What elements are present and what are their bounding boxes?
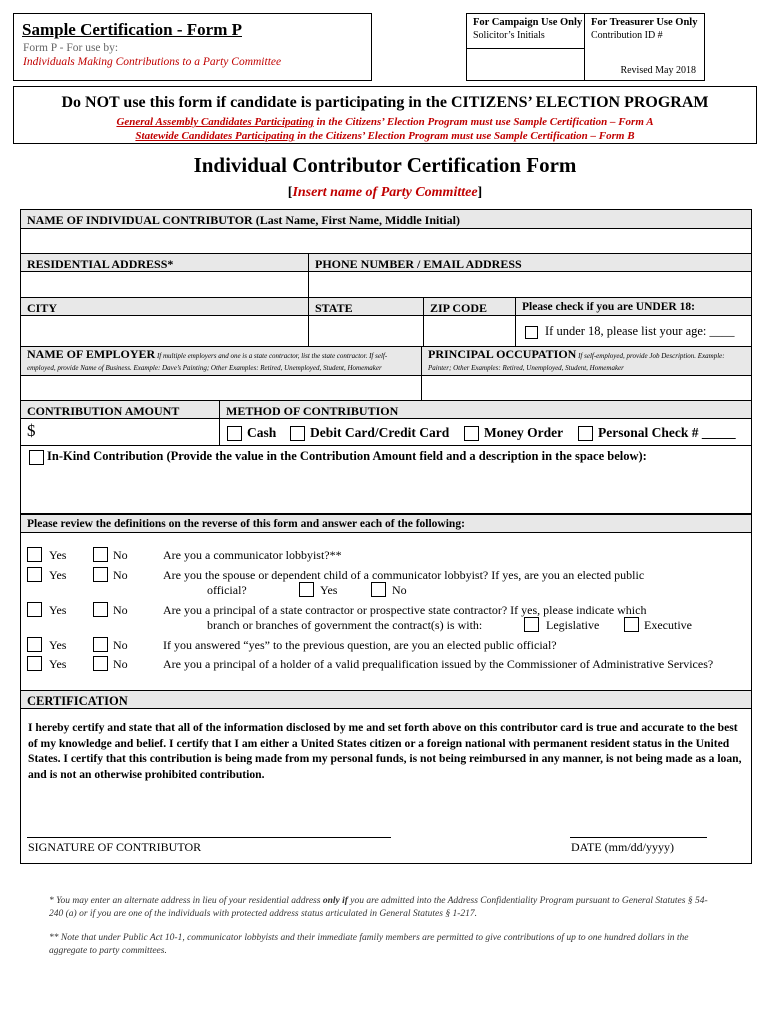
legislative-checkbox[interactable] [524,617,539,632]
employer-header: NAME OF EMPLOYER If multiple employers and one is a state contractor, list the state contractor. If self-employed, provide Name of Business. Example: Dave’s Painting; Other Examples: Retired, Unemployed, Student, Homemaker [20,346,422,376]
notice-box [13,86,757,144]
q3-no-label: No [113,603,128,617]
form-title-label: Sample Certification - Form P [22,20,242,39]
q1-yes-label: Yes [49,548,67,562]
money-order-label: Money Order [484,425,564,440]
q5-yes-checkbox[interactable] [27,656,42,671]
q3-yes-label: Yes [49,603,67,617]
date-line[interactable] [570,837,707,838]
footnote-lobbyist: ** Note that under Public Act 10-1, communicator lobbyists and their immediate family members are permitted to give contributions of up to one hundred dollars in the aggregate to party committees. [49,933,689,956]
notice-line-form-a: General Assembly Candidates Participating in the Citizens’ Election Program must use Sample Certification – Form A [116,116,654,128]
campaign-use-extend [466,48,585,81]
personal-check-label: Personal Check # _____ [598,425,736,440]
q4-text: If you answered “yes” to the previous question, are you an elected public official? [163,638,557,652]
money-order-checkbox[interactable] [464,426,479,441]
q4-yes-checkbox[interactable] [27,637,42,652]
q1-yes-checkbox[interactable] [27,547,42,562]
q2-no-label: No [113,568,128,582]
personal-check-checkbox[interactable] [578,426,593,441]
occupation-field[interactable] [421,375,752,401]
amount-label: CONTRIBUTION AMOUNT [20,400,220,419]
footnote-address: * You may enter an alternate address in lieu of your residential address only if you are admitted into the Address Confidentiality Program pursuant to General Statutes § 54-240 (a) or if you are one of the individuals with protected address status articulated in General Statutes § 1-217. [49,896,708,919]
under18-age-text: If under 18, please list your age: ____ [545,324,735,338]
revised-date: Revised May 2018 [620,65,696,76]
campaign-use-label: For Campaign Use Only [473,17,583,28]
treasurer-use-label: For Treasurer Use Only [591,17,698,28]
q4-yes-label: Yes [49,638,67,652]
q4-no-label: No [113,638,128,652]
state-field[interactable] [308,315,424,347]
occupation-header: PRINCIPAL OCCUPATION If self-employed, provide Job Description. Example: Painter; Other Examples: Retired, Unemployed, Student, Homemaker [421,346,752,376]
cash-label: Cash [247,425,277,440]
phone-email-field[interactable] [308,271,752,298]
inkind-box[interactable] [20,445,752,514]
state-label: STATE [308,297,424,316]
legislative-label: Legislative [546,618,600,632]
q2-official-text: official? [207,583,247,597]
name-label: NAME OF INDIVIDUAL CONTRIBUTOR (Last Name, First Name, Middle Initial) [20,209,752,229]
q4-no-checkbox[interactable] [93,637,108,652]
date-label: DATE (mm/dd/yyyy) [571,840,674,854]
city-field[interactable] [20,315,309,347]
cep-warning: Do NOT use this form if candidate is participating in the CITIZENS’ ELECTION PROGRAM [61,94,709,111]
card-checkbox[interactable] [290,426,305,441]
form-header-box [13,13,372,81]
q1-no-checkbox[interactable] [93,547,108,562]
employer-field[interactable] [20,375,422,401]
q2-official-yes-checkbox[interactable] [299,582,314,597]
zip-label: ZIP CODE [423,297,516,316]
certification-box [20,708,752,864]
signature-line[interactable] [27,837,391,838]
card-label: Debit Card/Credit Card [310,425,450,440]
page-title: Individual Contributor Certification Form [193,153,577,177]
q3-branch-text: branch or branches of government the contract(s) is with: [207,618,483,632]
q2-text: Are you the spouse or dependent child of a communicator lobbyist? If yes, are you an elected public [163,568,645,582]
treasurer-use-box [584,13,705,81]
q3-no-checkbox[interactable] [93,602,108,617]
q2-yes-label: Yes [49,568,67,582]
city-label: CITY [20,297,309,316]
signature-label: SIGNATURE OF CONTRIBUTOR [28,840,202,854]
address-label: RESIDENTIAL ADDRESS* [20,253,309,272]
q5-no-label: No [113,657,128,671]
inkind-checkbox[interactable] [29,450,44,465]
address-field[interactable] [20,271,309,298]
contribution-id-label: Contribution ID # [591,30,663,41]
zip-field[interactable] [423,315,516,347]
contributor-name-field[interactable] [20,228,752,254]
executive-checkbox[interactable] [624,617,639,632]
phone-label: PHONE NUMBER / EMAIL ADDRESS [308,253,752,272]
method-field [219,418,752,446]
executive-label: Executive [644,618,692,632]
q5-yes-label: Yes [49,657,67,671]
q1-no-label: No [113,548,128,562]
dollar-sign: $ [27,421,36,440]
q2-yes-checkbox[interactable] [27,567,42,582]
q2-no-checkbox[interactable] [93,567,108,582]
committee-name-placeholder: [Insert name of Party Committee] [287,185,483,200]
q2-official-no-label: No [392,583,407,597]
form-subtitle: Form P - For use by: [23,42,119,54]
under18-checkbox[interactable] [525,326,538,339]
q2-official-no-checkbox[interactable] [371,582,386,597]
under18-cell [515,315,752,347]
q3-text: Are you a principal of a state contractor or prospective state contractor? If yes, please indicate which [163,603,647,617]
q5-text: Are you a principal of a holder of a valid prequalification issued by the Commissioner of Administrative Services? [163,657,714,671]
campaign-use-box [466,13,585,49]
solicitor-initials-label: Solicitor’s Initials [473,30,545,41]
method-label: METHOD OF CONTRIBUTION [219,400,752,419]
amount-field[interactable] [20,418,220,446]
inkind-label: In-Kind Contribution (Provide the value in the Contribution Amount field and a description in the space below): [47,449,647,463]
notice-line-form-b: Statewide Candidates Participating in the Citizens’ Election Program must use Sample Certification – Form B [135,130,635,142]
form-subtitle-usage: Individuals Making Contributions to a Party Committee [23,56,282,68]
certification-header: CERTIFICATION [20,690,752,709]
under18-label: Please check if you are UNDER 18: [515,297,752,316]
q3-yes-checkbox[interactable] [27,602,42,617]
q2-official-yes-label: Yes [320,583,338,597]
certification-text: I hereby certify and state that all of the information disclosed by me and set forth above on this contributor card is true and accurate to the best of my knowledge and belief. I certify that I am either a United States citizen or a foreign national with permanent resident status in the United States. I certify that this contribution is being made from my personal funds, is not being reimbursed in any manner, is not being made as a loan, and is not an otherwise prohibited contribution. [28,721,742,781]
cash-checkbox[interactable] [227,426,242,441]
q1-text: Are you a communicator lobbyist?** [163,548,342,562]
q5-no-checkbox[interactable] [93,656,108,671]
questions-header: Please review the definitions on the reverse of this form and answer each of the following: [20,514,752,533]
